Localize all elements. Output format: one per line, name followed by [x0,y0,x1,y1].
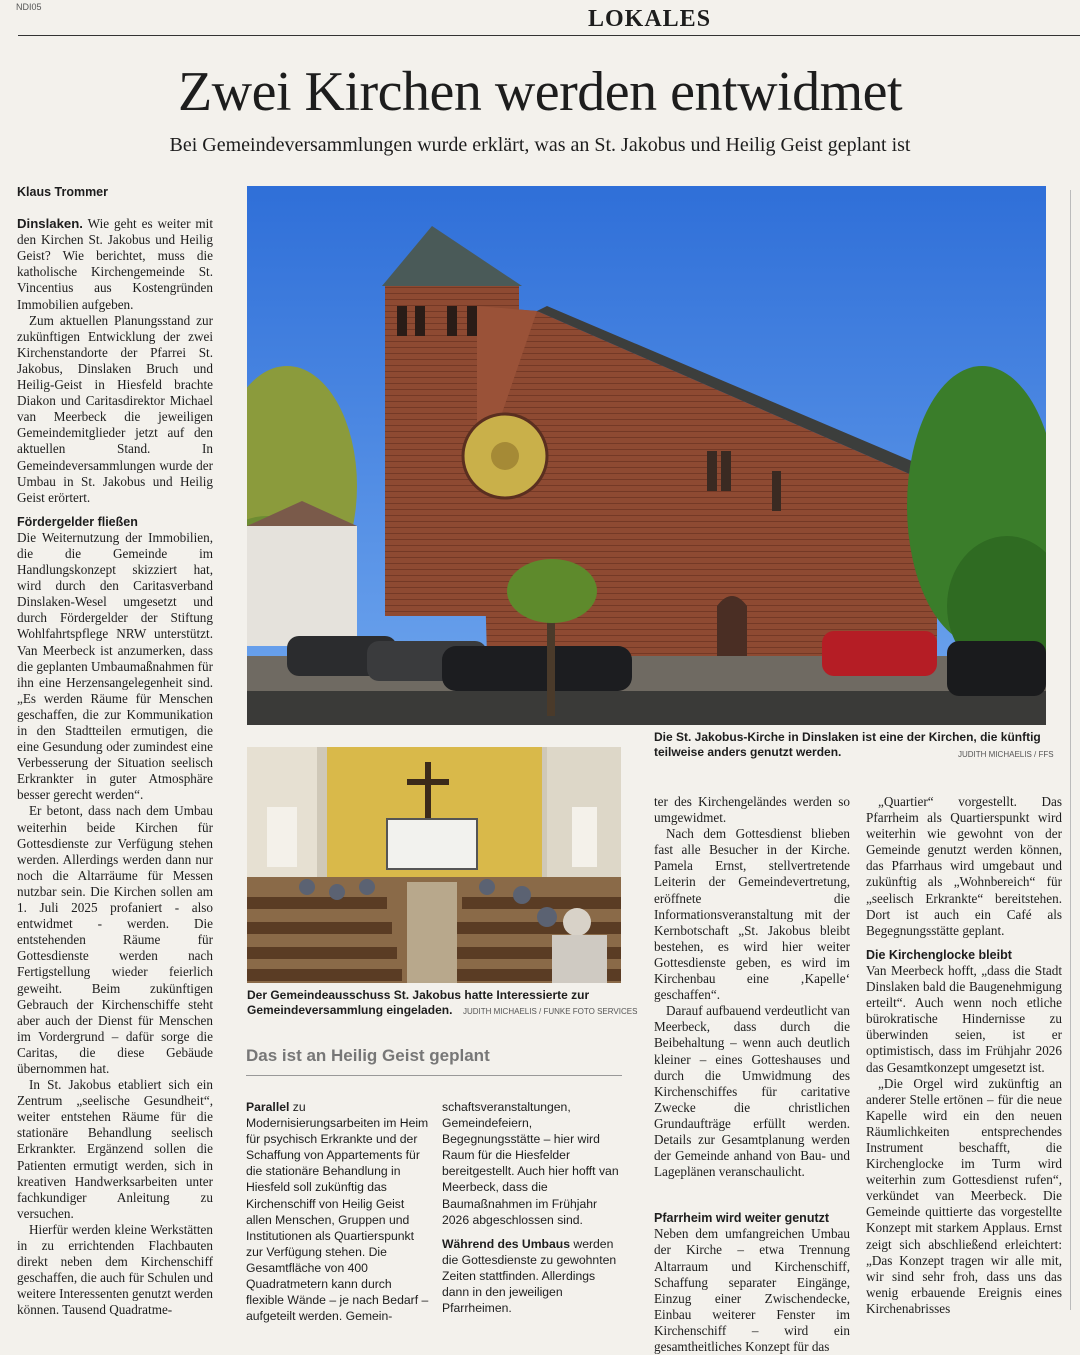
box-column-2 [442,1099,622,1316]
box-rule [246,1075,622,1076]
paragraph: Er betont, dass nach dem Umbau weiterhin beide Kirchen für Gottesdienste zur Verfügung stehen werden. Allerdings werden dann nur noch die Altarräume für Messen nutzbar sein. Die Kirchen sollen am 1. Juli 2025 profaniert - also entwidmet - werden. Die entstehenden Räume für Gottesdienste werden nach Fertigstellung wieder feierlich geweiht. Beim zukünftigen Gebrauch der Kirchenschiffe steht aber auch der Dienst für Menschen im Vordergrund – dafür sorge die Caritas, die diese Gebäude übernommen hat. [17,803,213,1076]
paragraph: ter des Kirchengeländes werden so umgewidmet. [654,794,850,826]
interior-photo [247,747,621,983]
photo-credit: JUDITH MICHAELIS / FFS [958,750,1054,759]
paragraph: schaftsveranstaltungen, Gemeindefeiern, Begegnungsstätte – hier wird Raum für die Hiesfelder bereitgestellt. Auch hier hofft van Meerbeck, dass die Baumaßnahmen im Frühjahr 2026 abgeschlossen sind. [442,1100,619,1227]
photo-caption: Die St. Jakobus-Kirche in Dinslaken ist eine der Kirchen, die künftig teilweise anders genutzt werden. [654,730,1041,759]
lead-word: Parallel [246,1100,290,1114]
paragraph: Darauf aufbauend verdeutlicht van Meerbeck, dass durch die Beibehaltung – wenn auch deutlich kleiner – eines Gotteshauses und durch die Umwidmung des Kirchenschiffes für caritative Zwecke die christlichen Grundaufträge erfüllt werden. Details zur Gesamtplanung werden der Gemeinde anhand von Bau- und Lageplänen veranschaulicht. [654,1003,850,1180]
column-5 [866,794,1062,1317]
box-column-1 [246,1099,430,1324]
author: Klaus Trommer [17,185,109,199]
paragraph: Hierfür werden kleine Werkstätten in zu errichtenden Flachbauten direkt neben dem Kirchenschiff geschaffen, die auch für Schulen und weitere Interessenten genutzt werden können. Tausend Quadratme- [17,1221,213,1318]
subheading: Die Kirchenglocke bleibt [866,947,1012,962]
column-4 [654,794,850,1355]
column-rule [1070,190,1071,1310]
paragraph [442,1236,622,1316]
box-title: Das ist an Heilig Geist geplant [246,1046,490,1065]
dateline: Dinslaken. [17,216,83,232]
paragraph: Die Weiternutzung der Immobilien, die die Gemeinde im Handlungskonzept skizziert hat, wird durch den Caritasverband Dinslaken-Wesel umgesetzt und durch Fördergelder der Stiftung Wohlfahrtspflege NRW unterstützt. Van Meerbeck ist anzumerken, dass die geplanten Umbaumaßnahmen für ihn eine Herzensangelegenheit sind. „Es werden Räume für Menschen geschaffen, die zur Kommunikation in den Stadtteilen ermutigen, die eine Gesundung oder zumindest eine Verbesserung der Situation seelisch Erkrankter in guter Atmosphäre besser gerecht werden“. [17,529,213,803]
paragraph: Van Meerbeck hofft, „dass die Stadt Dinslaken bald die Baugenehmigung erteilt“. Auch wenn noch etliche bürokratische Hindernisse zu überwinden seien, ist er optimistisch, dass im Frühjahr 2026 das Gesamtkonzept umgesetzt ist. [866,962,1062,1075]
paragraph: Nach dem Gottesdienst blieben fast alle Besucher in der Kirche. Pamela Ernst, stellvertretende Leiterin der Gemeindevertretung, eröffnete die Informationsveranstaltung mit der Kernbotschaft „St. Jakobus bleibt bestehen, es wird hier weiter Gottesdienste geben, es wird im Kirchenbau eine ‚Kapelle‘ geschaffen“. [654,826,850,1003]
paragraph-text: werden die Gottesdienste zu gewohnten Zeiten stattfinden. Allerdings dann in den jeweiligen Pfarrheimen. [442,1236,617,1316]
paragraph: Zum aktuellen Planungsstand zur zukünftigen Entwicklung der zwei Kirchenstandorte der Pfarrei St. Jakobus, Dinslaken Bruch und Heilig-Geist in Hiesfeld brachte Diakon und Caritasdirektor Michael van Meerbeck die jeweiligen Gemeindemitglieder jetzt auf den aktuellen Stand. In Gemeindeversammlungen wurde der Umbau in St. Jakobus und Heilig Geist erörtert. [17,312,213,505]
lead-word: Während des Umbaus [442,1236,570,1251]
photo-credit: JUDITH MICHAELIS / FUNKE FOTO SERVICES [463,1007,638,1016]
paragraph: „Die Orgel wird zukünftig an anderer Stelle ertönen – für die neue Kapelle wird ein den neuen Räumlichkeiten entsprechendes Instrument beschafft, die Kirchenglocke im Turm wird weiterhin zum Gottesdienst rufen“, verkündet van Meerbeck. Die Gemeinde quittierte das vorgestellte Konzept mit starkem Applaus. Ernst zeigt sich abschließend erleichtert: „Das Konzept tragen wir alle mit, wir sind sehr froh, dass uns das wenig erbauende Ereignis eines Kirchenabrisses [866,1075,1062,1316]
paragraph [246,1099,430,1324]
subheading: Fördergelder fließen [17,514,138,529]
paragraph [17,216,213,313]
subheading: Pfarrheim wird weiter genutzt [654,1211,830,1226]
paragraph-text: Wie geht es weiter mit den Kirchen St. Jakobus und Heilig Geist? Wie berichtet, muss die katholische Kirchengemeinde St. Vincentius aus Kostengründen Immobilien aufgeben. [17,216,213,312]
section-label: LOKALES [588,6,712,32]
photo-caption: Der Gemeindeausschuss St. Jakobus hatte Interessierte zur Gemeindeversammlung eingeladen. [247,988,590,1017]
paragraph-text: zu Modernisierungsarbeiten im Heim für psychisch Erkrankte und der Schaffung von Appartements für die stationäre Behandlung in Hiesfeld soll zukünftig das Kirchenschiff von Heilig Geist allen Menschen, Gruppen und Institutionen als Quartierspunkt zur Verfügung stehen. Die Gesamtfläche von 400 Quadratmetern kann durch flexible Wände – je nach Bedarf – aufgeteilt werden. Gemein- [246,1100,429,1324]
headline: Zwei Kirchen werden entwidmet [177,61,903,123]
top-rule [18,35,1080,36]
paragraph: In St. Jakobus etabliert sich ein Zentrum „seelische Gesundheit“, weiter entstehen Räume für die stationäre Behandlung seelisch Erkrankter. Ergänzend sollen die Patienten ermutigt werden, sich in kreativen Handwerksarbeiten unter fachkundiger Anleitung zu versuchen. [17,1077,213,1221]
subheadline: Bei Gemeindeversammlungen wurde erklärt, was an St. Jakobus und Heilig Geist geplant ist [169,134,911,156]
column-1 [17,184,213,1318]
paragraph: Neben dem umfangreichen Umbau der Kirche – etwa Trennung Altarraum und Kirchenschiff, Schaffung separater Eingänge, Einzug einer Zwischendecke, Einbau weiterer Fenster im Kirchenschiff – wird ein gesamtheitliches Konzept für das [654,1226,850,1354]
church-photo [247,186,1046,725]
paragraph: „Quartier“ vorgestellt. Das Pfarrheim als Quartierspunkt wird weiterhin wie gewohnt von der Gemeinde genutzt werden können, das Pfarrhaus wird umgebaut und zukünftig als „Wohnbereich“ für „seelisch Erkrankte“ bereitstehen. Dort ist auch ein Café als Begegnungsstätte geplant. [866,794,1062,938]
page-id: NDI05 [16,2,42,12]
